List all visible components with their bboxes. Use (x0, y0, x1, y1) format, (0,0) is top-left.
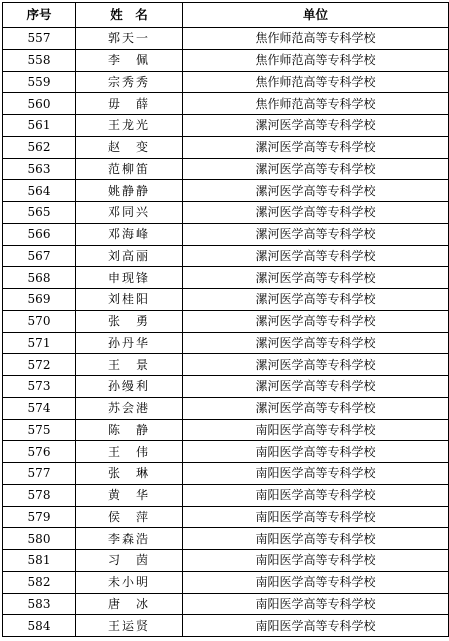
cell-serial-number: 557 (3, 28, 76, 50)
table-row (3, 49, 449, 71)
table-row (3, 71, 449, 93)
table-row (3, 332, 449, 354)
cell-name: 姚静静 (76, 180, 183, 202)
cell-unit: 漯河医学高等专科学校 (183, 223, 449, 245)
cell-unit: 南阳医学高等专科学校 (183, 615, 449, 637)
table-row (3, 528, 449, 550)
cell-name: 邓同兴 (76, 202, 183, 224)
cell-name: 李森浩 (76, 528, 183, 550)
cell-name: 黄 华 (76, 484, 183, 506)
cell-unit: 漯河医学高等专科学校 (183, 397, 449, 419)
cell-serial-number: 564 (3, 180, 76, 202)
cell-name: 苏会港 (76, 397, 183, 419)
table-row (3, 550, 449, 572)
cell-name: 毋 薛 (76, 93, 183, 115)
table-row (3, 441, 449, 463)
cell-name: 范柳笛 (76, 158, 183, 180)
cell-name: 未小明 (76, 571, 183, 593)
cell-serial-number: 569 (3, 289, 76, 311)
cell-unit: 南阳医学高等专科学校 (183, 593, 449, 615)
cell-name: 孙缦利 (76, 376, 183, 398)
cell-name: 王运贤 (76, 615, 183, 637)
table-row (3, 136, 449, 158)
cell-unit: 焦作师范高等专科学校 (183, 93, 449, 115)
cell-serial-number: 572 (3, 354, 76, 376)
cell-name: 陈 静 (76, 419, 183, 441)
cell-name: 郭天一 (76, 28, 183, 50)
cell-unit: 漯河医学高等专科学校 (183, 202, 449, 224)
cell-serial-number: 573 (3, 376, 76, 398)
cell-name: 习 茵 (76, 550, 183, 572)
table-row (3, 463, 449, 485)
cell-name: 王 景 (76, 354, 183, 376)
table-row (3, 202, 449, 224)
cell-name: 孙丹华 (76, 332, 183, 354)
cell-serial-number: 559 (3, 71, 76, 93)
header-serial-number: 序号 (3, 3, 76, 28)
table-row (3, 115, 449, 137)
cell-serial-number: 567 (3, 245, 76, 267)
cell-name: 侯 萍 (76, 506, 183, 528)
table-row (3, 397, 449, 419)
cell-unit: 漯河医学高等专科学校 (183, 289, 449, 311)
cell-name: 李 佩 (76, 49, 183, 71)
cell-unit: 漯河医学高等专科学校 (183, 310, 449, 332)
cell-name: 刘桂阳 (76, 289, 183, 311)
cell-serial-number: 568 (3, 267, 76, 289)
cell-name: 申现锋 (76, 267, 183, 289)
cell-name: 王 伟 (76, 441, 183, 463)
cell-unit: 漯河医学高等专科学校 (183, 158, 449, 180)
cell-serial-number: 579 (3, 506, 76, 528)
cell-name: 王龙光 (76, 115, 183, 137)
cell-serial-number: 577 (3, 463, 76, 485)
cell-unit: 南阳医学高等专科学校 (183, 571, 449, 593)
table-row (3, 245, 449, 267)
table-row (3, 615, 449, 637)
cell-name: 刘高丽 (76, 245, 183, 267)
cell-unit: 漯河医学高等专科学校 (183, 376, 449, 398)
cell-serial-number: 574 (3, 397, 76, 419)
table-row (3, 310, 449, 332)
table-header-row (3, 3, 449, 28)
table-row (3, 289, 449, 311)
cell-unit: 南阳医学高等专科学校 (183, 463, 449, 485)
table-row (3, 506, 449, 528)
cell-unit: 漯河医学高等专科学校 (183, 354, 449, 376)
cell-unit: 南阳医学高等专科学校 (183, 484, 449, 506)
cell-unit: 焦作师范高等专科学校 (183, 49, 449, 71)
cell-unit: 漯河医学高等专科学校 (183, 115, 449, 137)
cell-unit: 南阳医学高等专科学校 (183, 528, 449, 550)
cell-serial-number: 578 (3, 484, 76, 506)
cell-unit: 南阳医学高等专科学校 (183, 441, 449, 463)
table-row (3, 484, 449, 506)
table-row (3, 376, 449, 398)
cell-unit: 南阳医学高等专科学校 (183, 550, 449, 572)
cell-serial-number: 581 (3, 550, 76, 572)
table-row (3, 28, 449, 50)
table-row (3, 267, 449, 289)
cell-unit: 漯河医学高等专科学校 (183, 180, 449, 202)
cell-name: 张 勇 (76, 310, 183, 332)
cell-serial-number: 580 (3, 528, 76, 550)
cell-name: 赵 变 (76, 136, 183, 158)
cell-unit: 漯河医学高等专科学校 (183, 245, 449, 267)
cell-serial-number: 575 (3, 419, 76, 441)
cell-unit: 焦作师范高等专科学校 (183, 28, 449, 50)
cell-serial-number: 570 (3, 310, 76, 332)
cell-serial-number: 561 (3, 115, 76, 137)
cell-serial-number: 576 (3, 441, 76, 463)
cell-unit: 漯河医学高等专科学校 (183, 136, 449, 158)
cell-serial-number: 565 (3, 202, 76, 224)
table-row (3, 419, 449, 441)
table-row (3, 93, 449, 115)
header-name: 姓 名 (76, 3, 183, 28)
cell-serial-number: 558 (3, 49, 76, 71)
cell-serial-number: 584 (3, 615, 76, 637)
table-row (3, 354, 449, 376)
cell-serial-number: 571 (3, 332, 76, 354)
cell-unit: 南阳医学高等专科学校 (183, 419, 449, 441)
table-row (3, 180, 449, 202)
header-unit: 单位 (183, 3, 449, 28)
cell-name: 张 琳 (76, 463, 183, 485)
cell-serial-number: 566 (3, 223, 76, 245)
cell-name: 邓海峰 (76, 223, 183, 245)
cell-unit: 漯河医学高等专科学校 (183, 267, 449, 289)
cell-serial-number: 560 (3, 93, 76, 115)
roster-table (2, 2, 449, 637)
cell-serial-number: 563 (3, 158, 76, 180)
cell-unit: 焦作师范高等专科学校 (183, 71, 449, 93)
cell-serial-number: 582 (3, 571, 76, 593)
table-row (3, 223, 449, 245)
cell-unit: 南阳医学高等专科学校 (183, 506, 449, 528)
cell-name: 宗秀秀 (76, 71, 183, 93)
table-row (3, 593, 449, 615)
cell-name: 唐 冰 (76, 593, 183, 615)
table-row (3, 571, 449, 593)
cell-serial-number: 583 (3, 593, 76, 615)
cell-unit: 漯河医学高等专科学校 (183, 332, 449, 354)
cell-serial-number: 562 (3, 136, 76, 158)
table-row (3, 158, 449, 180)
